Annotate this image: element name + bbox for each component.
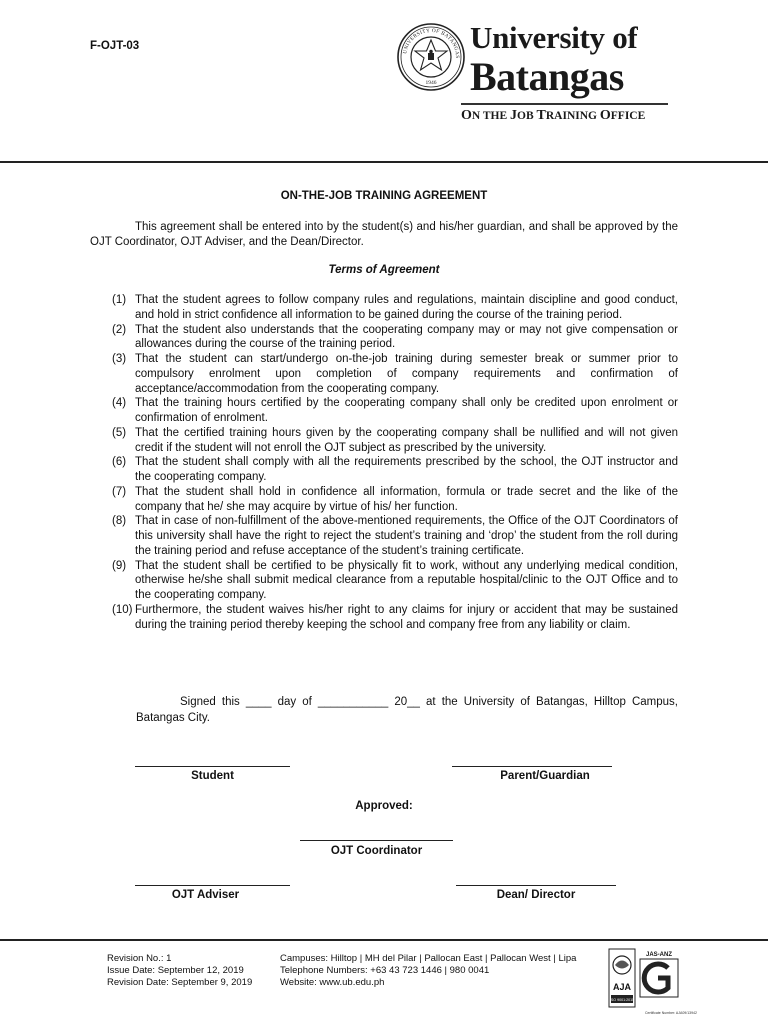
revision-date: Revision Date: September 9, 2019: [107, 977, 253, 988]
student-label: Student: [191, 770, 234, 782]
university-name-line2: Batangas: [470, 54, 624, 99]
form-code: F-OJT-03: [90, 40, 140, 52]
term-item: (7) That the student shall hold in confidence all information, formula or trade secret and the like of the company that he/ she may acquire by virtue of his/ her function.: [112, 485, 678, 513]
revision-number: Revision No.: 1: [107, 953, 172, 964]
term-item: (10) Furthermore, the student waives his/her right to any claims for injury or accident that may be sustained during the training period thereby keeping the school and company free from any liability or claim.: [112, 603, 678, 631]
website-text: Website: www.ub.edu.ph: [280, 977, 385, 988]
seal-text: UNIVERSITY OF BATANGAS: [402, 27, 461, 59]
header-rule: [461, 103, 668, 105]
dean-label: Dean/ Director: [496, 889, 576, 901]
term-item: (2) That the student also understands that the cooperating company may or may not give compensation or allowances during the course of the training period.: [112, 323, 678, 351]
dean-signature-line: [456, 885, 616, 886]
aja-text: AJA: [612, 982, 632, 992]
intro-paragraph: This agreement shall be entered into by the student(s) and his/her guardian, and shall be approved by the OJT Coordinator, OJT Adviser, and the Dean/Director.: [90, 221, 678, 248]
approved-label: Approved:: [355, 800, 413, 812]
term-item: (3) That the student can start/undergo on-the-job training during semester break or summer prior to compulsory enrolment upon completion of company requirements and confirmation of acceptance/accommodation from the cooperating company.: [112, 353, 678, 395]
university-seal-logo: [396, 22, 466, 92]
certification-logo: [608, 948, 697, 1016]
terms-list: [112, 293, 678, 632]
university-name-line1: University of: [470, 20, 638, 55]
adviser-label: OJT Adviser: [171, 889, 240, 901]
term-item: (6) That the student shall comply with all the requirements prescribed by the school, the OJT instructor and the cooperating company.: [112, 456, 678, 483]
cert-number-text: Certificate Number: AJA09/13942: [645, 1011, 697, 1015]
adviser-signature-line: [135, 885, 290, 886]
jas-anz-text: JAS-ANZ: [645, 952, 673, 958]
document-title: ON-THE-JOB TRAINING AGREEMENT: [280, 190, 488, 202]
campuses-text: Campuses: Hilltop | MH del Pilar | Pallocan East | Pallocan West | Lipa: [280, 953, 577, 964]
coordinator-signature-line: [300, 840, 453, 841]
telephone-text: Telephone Numbers: +63 43 723 1446 | 980 0041: [280, 965, 490, 976]
seal-year: 1946: [425, 80, 437, 86]
term-item: (4) That the training hours certified by the cooperating company shall only be credited upon enrolment or confirmation of enrolment.: [112, 397, 678, 424]
term-item: (8) That in case of non-fulfillment of the above-mentioned requirements, the Office of the OJT Coordinators of this university shall have the right to reject the student’s training and ‘drop’ the student from the roll during the training period and refuse acceptance of the student’s training certificate.: [112, 515, 678, 557]
term-item: (9) That the student shall be certified to be physically fit to work, without any underlying medical condition, otherwise he/she shall submit medical clearance from a reputable hospital/clinic to the OJT Office and to the cooperating company.: [112, 559, 678, 601]
office-name: ON THE JOB TRAINING OFFICE: [461, 108, 646, 123]
term-item: (5) That the certified training hours given by the cooperating company shall be nullified and will not given credit if the student will not enroll the OJT subject as prescribed by the university.: [112, 426, 678, 454]
coordinator-label: OJT Coordinator: [330, 845, 423, 857]
student-signature-line: [135, 766, 290, 767]
revision-info: [107, 953, 252, 989]
parent-signature-line: [452, 766, 612, 767]
term-item: (1) That the student agrees to follow company rules and regulations, maintain discipline and good conduct, and hold in strict confidence all information to be gained during the course of the training period.: [112, 294, 678, 321]
terms-heading: Terms of Agreement: [328, 264, 440, 276]
signed-statement: Signed this ____ day of ___________ 20__ at the University of Batangas, Hilltop Campus, Batangas City.: [136, 696, 678, 724]
header-divider: [0, 161, 768, 163]
contact-info: [280, 953, 576, 989]
issue-date: Issue Date: September 12, 2019: [107, 965, 244, 976]
footer-divider: [0, 939, 768, 941]
parent-label: Parent/Guardian: [500, 770, 590, 782]
iso-text: ISO 9001:2015: [609, 998, 635, 1002]
